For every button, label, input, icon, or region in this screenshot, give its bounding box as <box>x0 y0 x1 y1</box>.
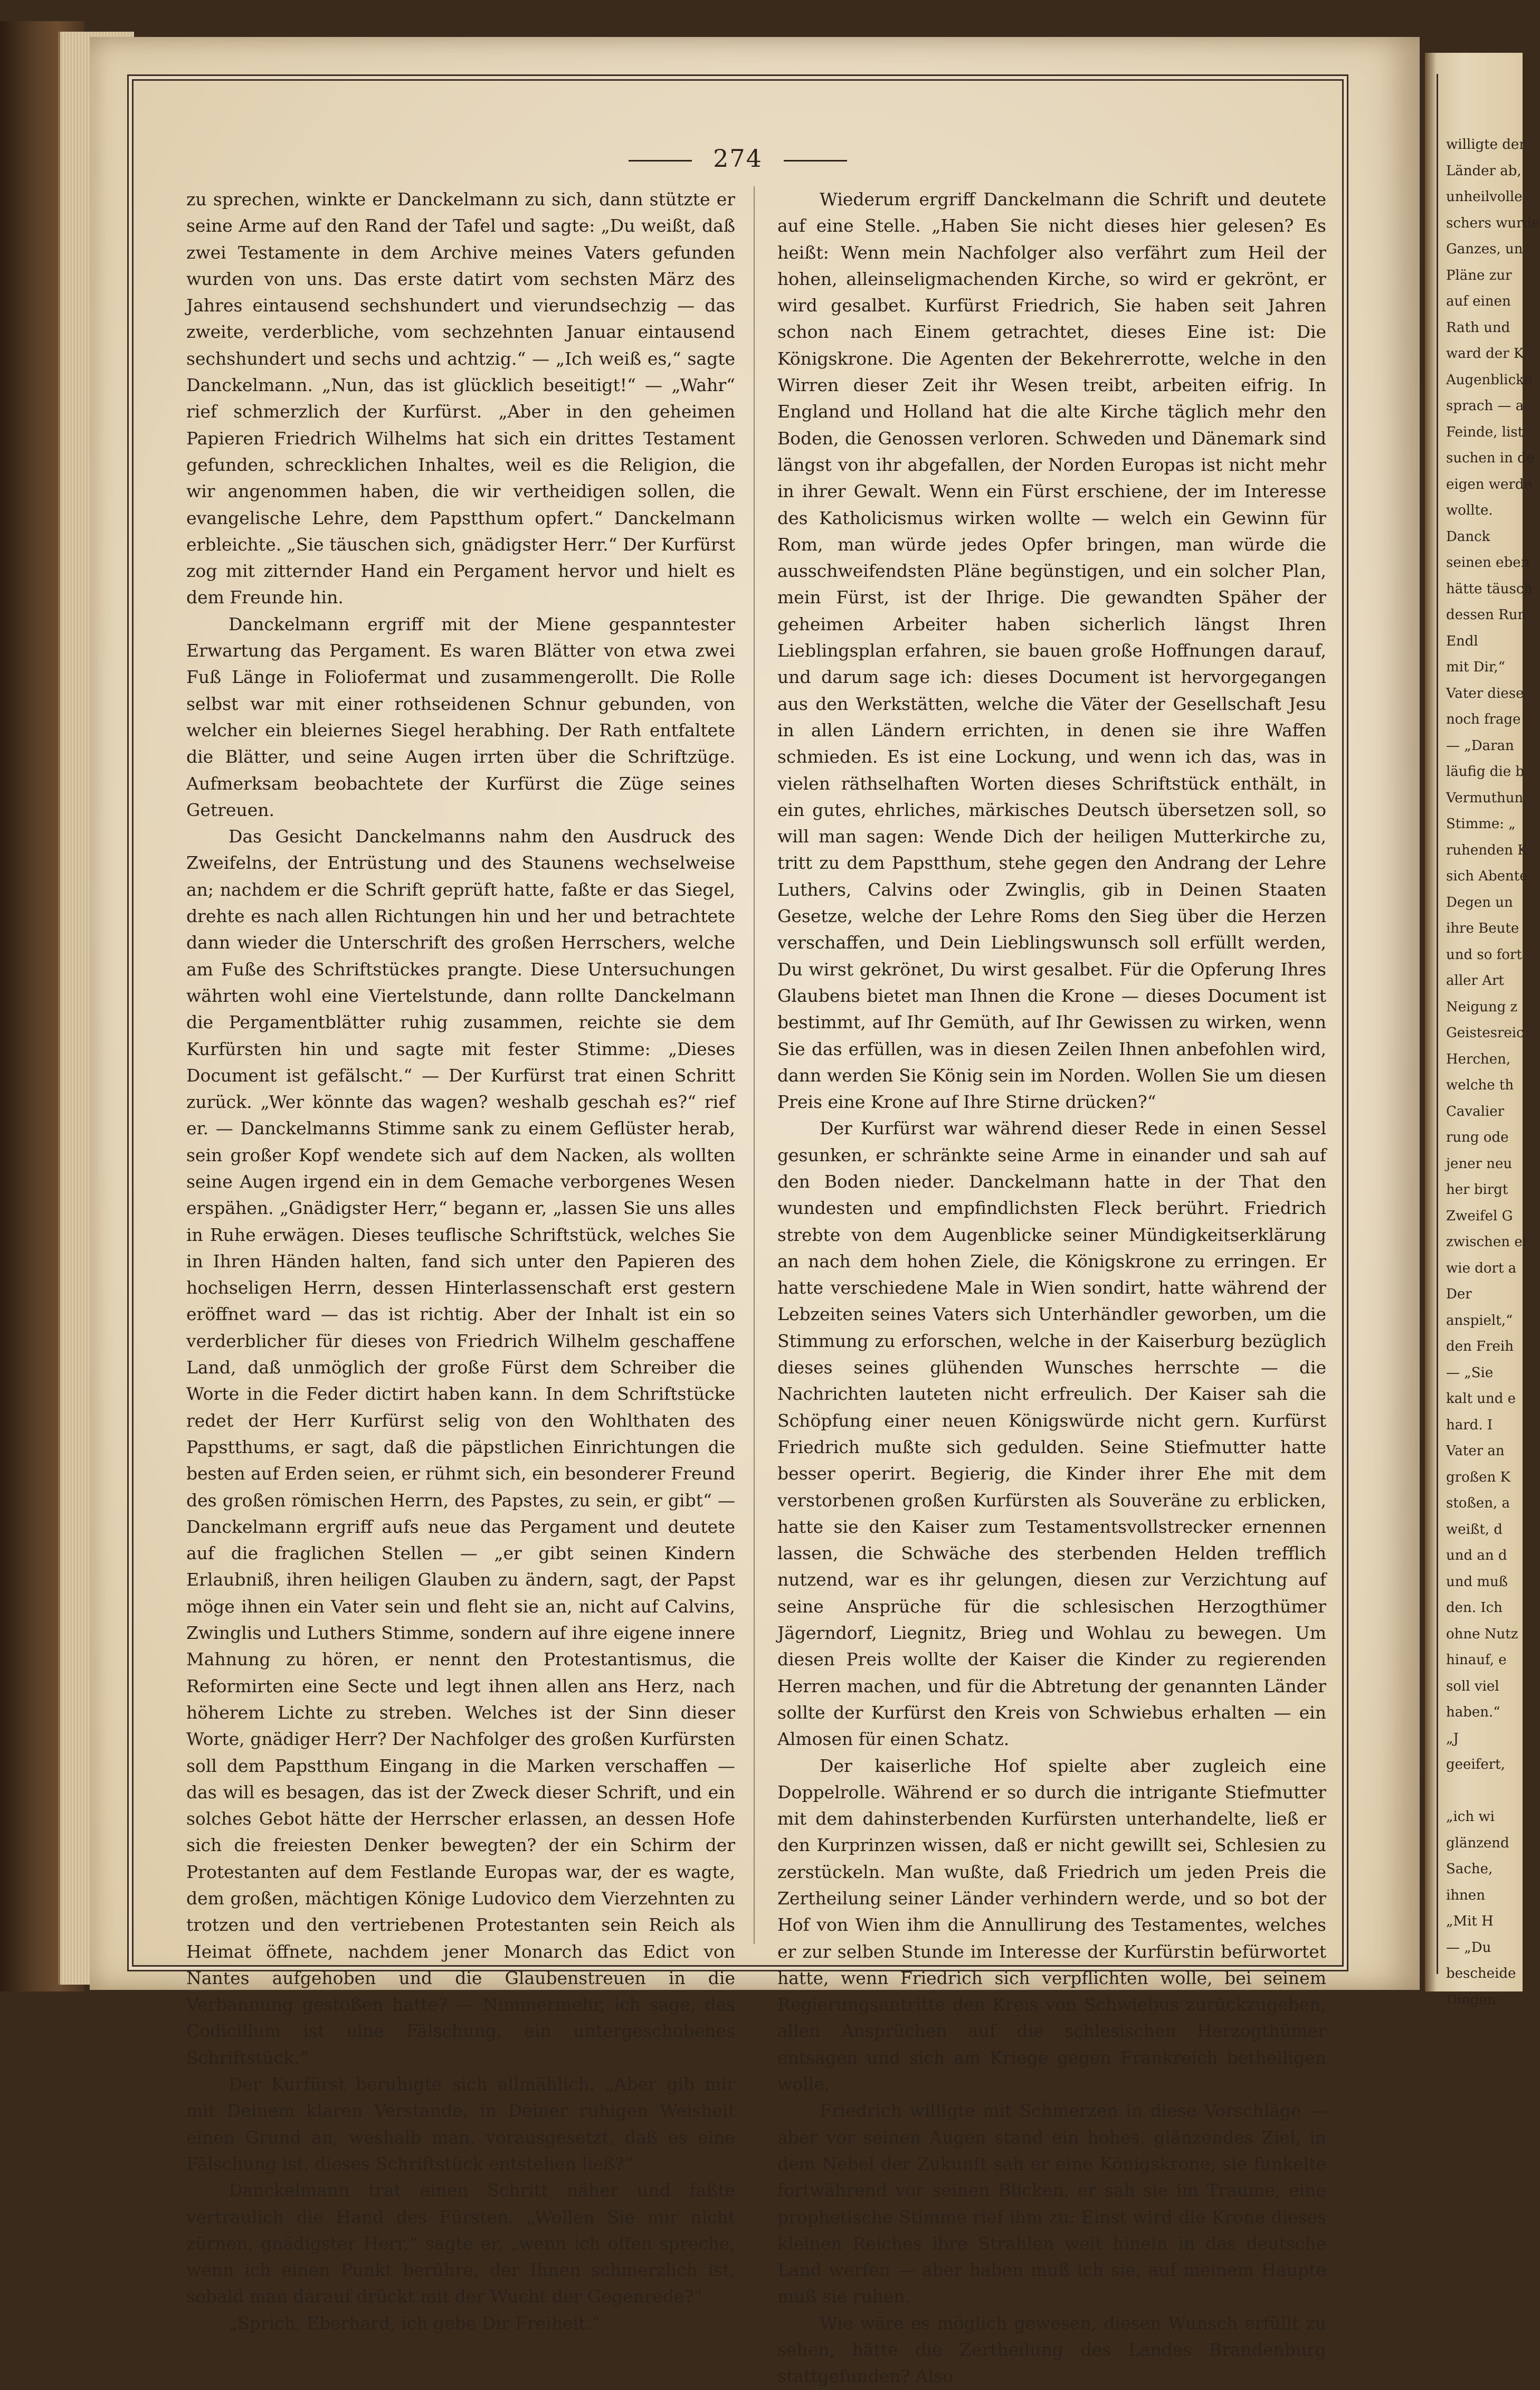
paragraph: Wie wäre es möglich gewesen, diesen Wunsch erfüllt zu sehen, hätte die Zertheilung des Landes Brandenburg stattgefunden? Also <box>777 2312 1326 2387</box>
facing-page-line: soll viel <box>1446 1678 1499 1694</box>
facing-page-line: großen K <box>1446 1469 1510 1485</box>
page-number-left-dash <box>629 160 692 162</box>
facing-page-line: Vermuthun <box>1446 790 1524 806</box>
facing-page-line: Danck <box>1446 528 1490 545</box>
right-text-column <box>777 186 1326 2387</box>
facing-page-line: willigte der <box>1446 137 1526 153</box>
paragraph: Friedrich willigte mit Schmerzen in diese Vorschläge — aber vor seinen Augen stand ein hohes, glänzendes Ziel, in dem Nebel der Zukunft sah er eine Königskrone, sie funkelte fortwährend vor seinen Blicken, er sah sie im Traume, eine prophetische Stimme rief ihm zu: Einst wird die Krone dieses kleinen Reiches ihre Strahlen weit hinein in das deutsche Land werfen — aber haben muß ich sie, auf meinem Haupte muß sie ruhen. <box>777 2100 1326 2307</box>
facing-page-line <box>1446 1778 1525 1805</box>
paragraph: Das Gesicht Danckelmanns nahm den Ausdruck des Zweifelns, der Entrüstung und des Staunens wechselweise an; nachdem er die Schrift geprüft hatte, faßte er das Siegel, drehte es nach allen Richtungen hin und her und betrachtete dann wieder die Unterschrift des großen Herrschers, welche am Fuße des Schriftstückes prangte. Diese Untersuchungen währten wohl eine Viertelstunde, dann rollte Danckelmann die Pergamentblätter ruhig zusammen, reichte sie dem Kurfürsten hin und sagte mit fester Stimme: „Dieses Document ist gefälscht.“ — Der Kurfürst trat einen Schritt zurück. „Wer könnte das wagen? weshalb geschah es?“ rief er. — Danckelmanns Stimme sank zu einem Geflüster herab, sein großer Kopf wendete sich auf dem Nacken, als wollten seine Augen irgend ein in dem Gemache verborgenes Wesen erspähen. „Gnädigster Herr,“ begann er, „lassen Sie uns alles in Ruhe erwägen. Dieses teuflische Schriftstück, welches Sie in Ihren Händen halten, fand sich unter den Papieren des hochseligen Herrn, dessen Hinterlassenschaft erst gestern eröffnet ward — das ist richtig. Aber der Inhalt ist ein so verderblicher für dieses von Friedrich Wilhelm geschaffene Land, daß unmöglich der große Fürst dem Schreiber die Worte in die Feder dictirt haben kann. In dem Schriftstücke redet der Herr Kurfürst selig von den Wohlthaten des Papstthums, er sagt, daß die päpstlichen Einrichtungen die besten auf Erden seien, er rühmt sich, ein besonderer Freund des großen römischen Herrn, des Papstes, zu sein, er gibt“ — Danckelmann ergriff aufs neue das Pergament und deutete auf die fraglichen Stellen — „er gibt seinen Kindern Erlaubniß, ihren heiligen Glauben zu ändern, sagt, der Papst möge ihnen ein Vater sein und fleht sie an, nicht auf Calvins, Zwinglis und Luthers Stimme, sondern auf ihre eigene innere Mahnung zu hören, er nennt den Protestantismus, die Reformirten eine Secte und legt ihnen allen ans Herz, nach höherem Lichte zu streben. Welches ist der Sinn dieser Worte, gnädiger Herr? Der Nachfolger des großen Kurfürsten soll dem Papstthum Eingang in die Marken verschaffen — das will es besagen, das ist der Zweck dieser Schrift, und ein solches Gebot hätte der Herrscher erlassen, an dessen Hofe sich die freiesten Denker bewegten? der ein Schirm der Protestanten auf dem Festlande Europas war, der es wagte, dem großen, mächtigen Könige Ludovico dem Vierzehnten zu trotzen und den vertriebenen Protestanten sein Reich als Heimat öffnete, nachdem jener Monarch das Edict von Nantes aufgehoben und die Glaubenstreuen in die Verbannung gestoßen hatte? — Nimmermehr, ich sage, das Codicillum ist eine Fälschung, ein untergeschobenes Schriftstück.“ <box>186 826 735 2068</box>
facing-page-line: rung ode <box>1446 1130 1509 1145</box>
facing-page-line: den. Ich <box>1446 1600 1503 1616</box>
facing-page-line: den Freih <box>1446 1339 1514 1354</box>
paragraph: „Sprich, Eberhard, ich gebe Dir Freiheit.“ <box>229 2312 600 2334</box>
facing-page-line: Pläne zur <box>1446 267 1512 283</box>
book-page <box>90 37 1420 2387</box>
paragraph: Der Kurfürst war während dieser Rede in einen Sessel gesunken, er schränkte seine Arme in einander und sah auf den Boden nieder. Danckelmann hatte in der That den wundesten und empfindlichsten Fleck berührt. Friedrich strebte von dem Augenblicke seiner Mündigkeitserklärung an nach dem hohen Ziele, die Königskrone zu erringen. Er hatte verschiedene Male in Wien sondirt, hatte während der Lebzeiten seines Vaters sich Unterhändler geworben, um die Stimmung zu erforschen, welche in der Kaiserburg bezüglich dieses seines glühenden Wunsches herrschte — die Nachrichten lauteten nicht erfreulich. Der Kaiser sah die Schöpfung einer neuen Königswürde nicht gern. Kurfürst Friedrich mußte sich gedulden. Seine Stiefmutter hatte besser operirt. Begierig, die Kinder ihrer Ehe mit dem verstorbenen großen Kurfürsten als Souveräne zu erblicken, hatte sie den Kaiser zum Testamentsvollstrecker ernennen lassen, die Schwäche des sterbenden Helden trefflich nutzend, war es ihr gelungen, diesen zur Verzichtung auf seine Ansprüche für die schlesischen Herzogthümer Jägerndorf, Liegnitz, Brieg und Wohlau zu bewegen. Um diesen Preis wollte der Kaiser die Kinder zu regierenden Herren machen, und für die Abtretung der genannten Länder sollte der Kurfürst den Kreis von Schwiebus erhalten — ein Almosen für einen Schatz. <box>777 1118 1326 1750</box>
facing-page-line: Endl <box>1446 633 1478 649</box>
facing-page-line: dessen Run <box>1446 607 1527 623</box>
paragraph: Danckelmann ergriff mit der Miene gespanntester Erwartung das Pergament. Es waren Blätter von etwa zwei Fuß Länge in Foliofermat und zusammengerollt. Die Rolle selbst war mit einer rothseidenen Schnur gebunden, von welcher ein bleiernes Siegel herabhing. Der Rath entfaltete die Blätter, und seine Augen irrten über die Schriftzüge. Aufmerksam beobachtete der Kurfürst die Züge seines Getreuen. <box>186 613 735 820</box>
facing-page-line: wie dort a <box>1446 1260 1517 1276</box>
facing-page-line: Geistesreic <box>1446 1025 1524 1041</box>
facing-page-line: hard. I <box>1446 1417 1493 1433</box>
facing-page-line: Der <box>1446 1286 1472 1302</box>
page-number <box>134 144 1342 173</box>
page-frame <box>132 79 1344 2387</box>
facing-page-line: unheilvolle <box>1446 189 1523 205</box>
facing-page-line: sprach — a <box>1446 398 1524 414</box>
facing-page-line: welche th <box>1446 1077 1514 1093</box>
facing-page-line: ruhenden K <box>1446 842 1528 858</box>
facing-page-line: ihre Beute <box>1446 921 1519 936</box>
facing-page-frame-rule <box>1437 74 1438 1974</box>
facing-page-line: „Mit H <box>1446 1913 1494 1929</box>
facing-page-line: Degen un <box>1446 894 1513 911</box>
facing-page-line: seinen eben <box>1446 555 1530 571</box>
paragraph: Der kaiserliche Hof spielte aber zugleich eine Doppelrolle. Während er so durch die intrigante Stiefmutter mit dem dahinsterbenden Kurfürsten unterhandelte, ließ er den Kurprinzen wissen, daß er nicht gewillt sei, Schlesien zu zerstückeln. Man wußte, daß Friedrich um jeden Preis die Zertheilung seiner Länder verhindern werde, und so bot der Hof von Wien ihm die Annullirung des Testamentes, welches er zur selben Stunde im Interesse der Kurfürstin befürwortet hatte, wenn Friedrich sich verpflichten wolle, bei seinem Regierungsantritte den Kreis von Schwiebus zurückzugeben, allen Ansprüchen auf die schlesischen Herzogthümer entsagen und sich am Kriege gegen Frankreich betheiligen wolle. <box>777 1755 1326 2095</box>
facing-page-line: glänzend <box>1446 1835 1509 1851</box>
paragraph: Wiederum ergriff Danckelmann die Schrift und deutete auf eine Stelle. „Haben Sie nicht dieses hier gelesen? Es heißt: Wenn mein Nachfolger also verfährt zum Heil der hohen, alleinseligmachenden Kirche, so wird er gekrönt, er wird gesalbet. Kurfürst Friedrich, Sie haben seit Jahren schon nach Einem getrachtet, dieses Eine ist: Die Königskrone. Die Agenten der Bekehrerrotte, welche in den Wirren dieser Zeit ihr Wesen treibt, arbeiten eifrig. In England und Holland hat die alte Kirche täglich mehr den Boden, die Genossen verloren. Schweden und Dänemark sind längst von ihr abgefallen, der Norden Europas ist nicht mehr in ihrer Gewalt. Wenn ein Fürst erschiene, der im Interesse des Katholicismus wirken wollte — welch ein Gewinn für Rom, man würde jedes Opfer bringen, man würde die ausschweifendsten Pläne begünstigen, und ein solcher Plan, mein Fürst, ist der Ihrige. Die gewandten Späher der geheimen Arbeiter haben sicherlich längst Ihren Lieblingsplan erfahren, sie bauen große Hoffnungen darauf, und darum sage ich: dieses Document ist hervorgegangen aus den Werkstätten, welche die Väter der Gesellschaft Jesu in allen Ländern errichten, in denen sie ihre Waffen schmieden. Es ist eine Lockung, und wenn ich das, was in vielen räthselhaften Worten dieses Schriftstück enthält, in ein gutes, ehrliches, märkisches Deutsch übersetzen soll, so will man sagen: Wende Dich der heiligen Mutterkirche zu, tritt zu dem Papstthum, stehe gegen den Andrang der Lehre Luthers, Calvins oder Zwinglis, gib in Deinen Staaten Gesetze, welche der Lehre Roms den Sieg über die Herzen verschaffen, und Dein Lieblingswunsch soll erfüllt werden, Du wirst gekrönet, Du wirst gesalbet. Für die Opferung Ihres Glaubens bietet man Ihnen die Krone — dieses Document ist bestimmt, auf Ihr Gemüth, auf Ihr Gewissen zu wirken, wenn Sie das erfüllen, was in diesen Zeilen Ihnen anbefohlen wird, dann werden Sie König sein im Norden. Wollen Sie um diesen Preis eine Krone auf Ihre Stirne drücken?“ <box>777 189 1326 1113</box>
facing-page-lines <box>1446 132 1540 2013</box>
facing-page-line: stoßen, a <box>1446 1495 1510 1511</box>
facing-page-line: ward der K <box>1446 346 1524 362</box>
facing-page-line: Stimme: „ <box>1446 816 1516 832</box>
facing-page-line: zwischen ei <box>1446 1234 1527 1250</box>
facing-page-line: und so fort <box>1446 946 1522 963</box>
facing-page-line: her birgt <box>1446 1182 1508 1198</box>
facing-page-line: — „Sie <box>1446 1364 1494 1381</box>
facing-page-line: Länder ab, <box>1446 163 1522 179</box>
facing-page-line: eigen werde <box>1446 476 1532 492</box>
facing-page-line: und muß <box>1446 1573 1508 1590</box>
facing-page-line: Vater an <box>1446 1443 1505 1459</box>
facing-page-line: „ich wi <box>1446 1809 1495 1825</box>
facing-page-line: Rath und <box>1446 319 1510 336</box>
paragraph: zu sprechen, winkte er Danckelmann zu sich, dann stützte er seine Arme auf den Rand der Tafel und sagte: „Du weißt, daß zwei Testamente in dem Archive meines Vaters gefunden wurden von uns. Das erste datirt vom sechsten März des Jahres eintausend sechshundert und vierundsechzig — das zweite, verderbliche, vom sechzehnten Januar eintausend sechshundert und sechs und achtzig.“ — „Ich weiß es,“ sagte Danckelmann. „Nun, das ist glücklich beseitigt!“ — „Wahr“ rief schmerzlich der Kurfürst. „Aber in den geheimen Papieren Friedrich Wilhelms hat sich ein drittes Testament gefunden, schrecklichen Inhaltes, weil es die Religion, die wir angenommen haben, die wir vertheidigen sollen, die evangelische Lehre, dem Papstthum opfert.“ Danckelmann erbleichte. „Sie täuschen sich, gnädigster Herr.“ Der Kurfürst zog mit zitternder Hand ein Pergament hervor und hielt es dem Freunde hin. <box>186 189 735 608</box>
facing-page-line: noch frage <box>1446 712 1521 727</box>
facing-page-line: Augenblicke <box>1446 372 1533 388</box>
facing-page-line: läufig die b <box>1446 764 1525 780</box>
facing-page-line: Zweifel G <box>1446 1208 1513 1224</box>
facing-page-line: hätte täusch <box>1446 581 1533 597</box>
facing-page-line: Ganzes, un <box>1446 241 1523 257</box>
facing-page-line: Sache, <box>1446 1861 1493 1877</box>
facing-page-line: mit Dir,“ <box>1446 659 1505 675</box>
facing-page-line: suchen in de <box>1446 450 1535 466</box>
facing-page-line: jener neu <box>1446 1155 1513 1172</box>
facing-page-line: wollte. <box>1446 502 1493 518</box>
facing-page-line: Neigung z <box>1446 999 1518 1015</box>
facing-page-line: sich Abente <box>1446 868 1528 884</box>
page-number-right-dash <box>784 160 847 162</box>
left-text-column <box>186 186 735 2334</box>
column-divider <box>754 186 755 1944</box>
paragraph: Danckelmann trat einen Schritt näher und faßte vertraulich die Hand des Fürsten. „Wollen Sie mir nicht zürnen, gnädigster Herr,“ sagte er, „wenn ich offen spreche, wenn ich einen Punkt berühre, der Ihnen schmerzlich ist, sobald man darauf drückt mit der Wucht der Gegenrede?“ <box>186 2180 735 2307</box>
facing-page-line: Dingen <box>1446 1991 1496 2008</box>
facing-page-line: „J <box>1446 1730 1459 1747</box>
facing-page-line: ohne Nutz <box>1446 1626 1518 1642</box>
facing-page-line: schers wurde <box>1446 215 1540 231</box>
page-number-text: 274 <box>713 144 763 173</box>
facing-page-line: bescheide <box>1446 1966 1516 1981</box>
facing-page-line: aller Art <box>1446 973 1504 989</box>
facing-page-line: weißt, d <box>1446 1521 1503 1538</box>
facing-page-line: Vater diese <box>1446 685 1524 701</box>
paragraph: Der Kurfürst beruhigte sich allmählich. „Aber gib mir mit Deinem klaren Verstande, in Deiner ruhigen Weisheit einen Grund an, weshalb man, vorausgesetzt, daß es eine Fälschung ist, dieses Schriftstück entstehen ließ?“ <box>186 2074 735 2174</box>
facing-page-line: auf einen <box>1446 293 1511 309</box>
facing-page-line: kalt und e <box>1446 1391 1516 1407</box>
facing-page-line: hinauf, e <box>1446 1652 1507 1668</box>
facing-page-line: haben.“ <box>1446 1704 1500 1720</box>
facing-page-line: — „Daran <box>1446 737 1514 754</box>
facing-page-line: und an d <box>1446 1548 1507 1563</box>
facing-page-line: Feinde, list <box>1446 424 1524 440</box>
facing-page-fragment <box>1425 53 1540 2008</box>
facing-page-line: ihnen <box>1446 1887 1485 1903</box>
facing-page-line: Herchen, <box>1446 1051 1511 1067</box>
facing-page-line: Cavalier <box>1446 1103 1505 1120</box>
facing-page-line: geeifert, <box>1446 1757 1505 1772</box>
facing-page-line: — „Du <box>1446 1939 1491 1956</box>
facing-page-line: anspielt,“ <box>1446 1312 1513 1329</box>
